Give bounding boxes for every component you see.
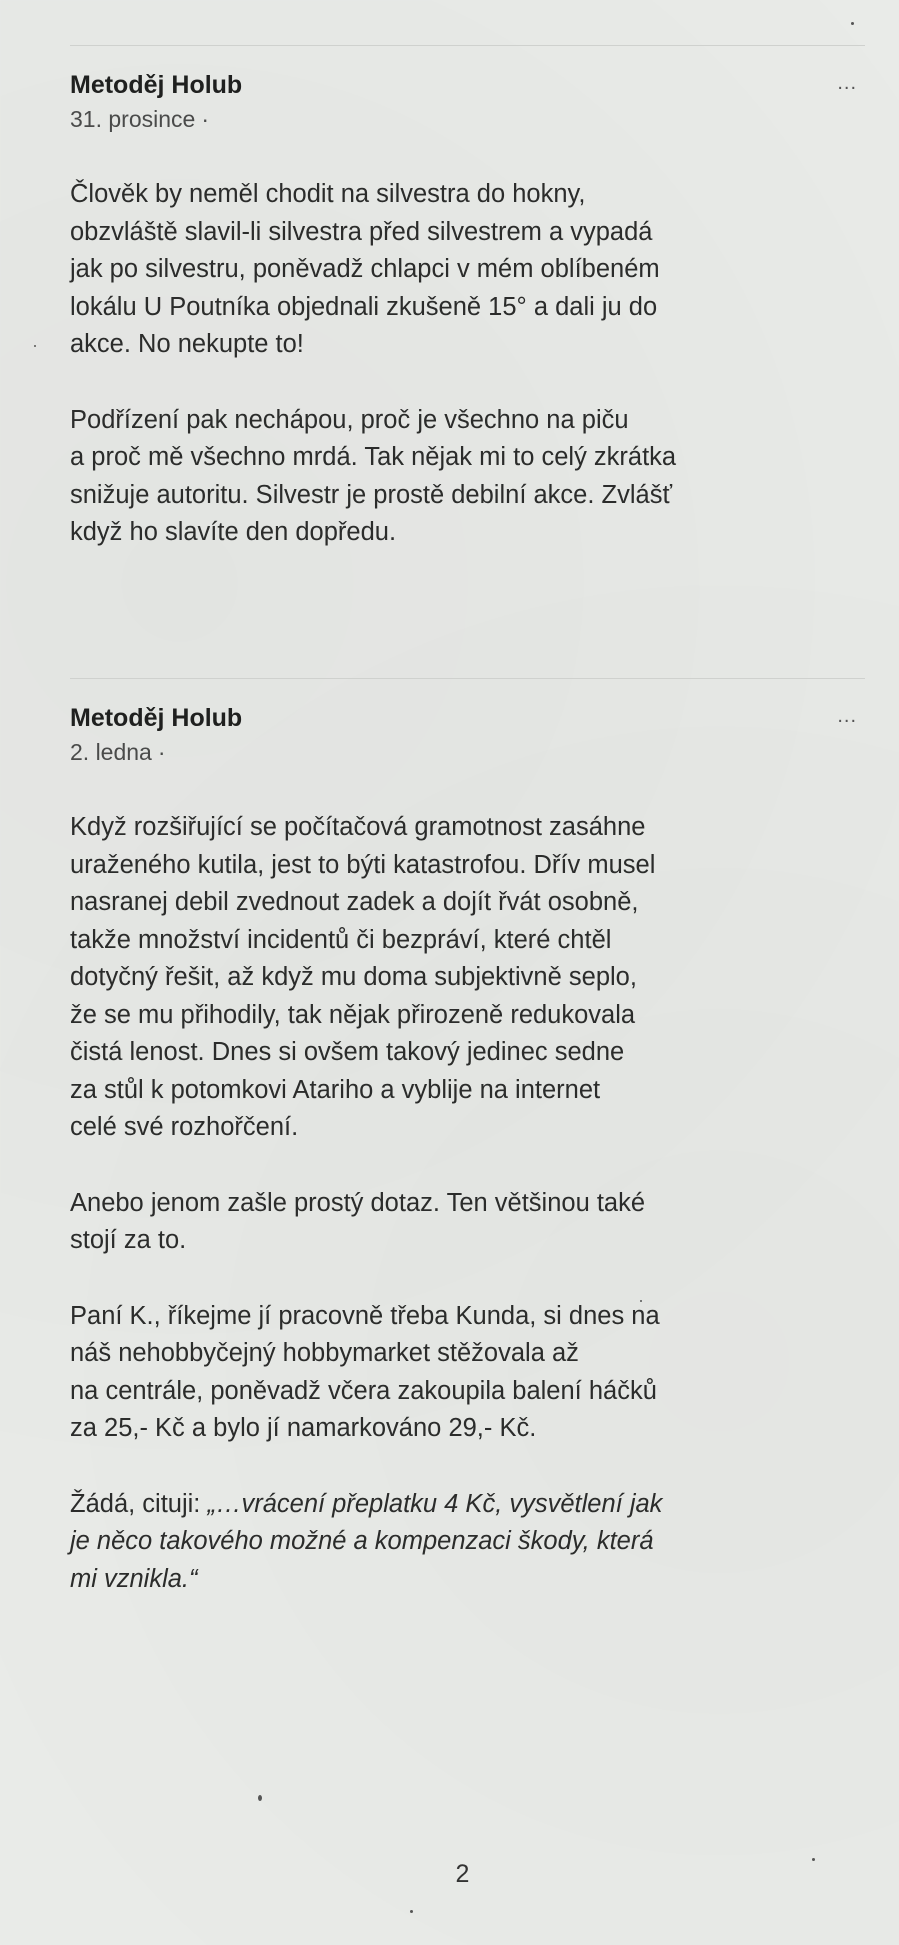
author-name[interactable]: Metoděj Holub bbox=[70, 704, 243, 732]
post-body bbox=[70, 809, 865, 1598]
more-options-icon[interactable]: ... bbox=[837, 705, 857, 727]
date-separator: · bbox=[201, 106, 209, 132]
paper-speck bbox=[812, 1858, 815, 1861]
divider bbox=[70, 45, 865, 46]
quote-text: „…vrácení přeplatku 4 Kč, vysvětlení jak je něco takového možné a kompenzaci škody, která mi vznikla.“ bbox=[70, 1489, 663, 1593]
paper-speck bbox=[258, 1795, 262, 1801]
date-text: 31. prosince bbox=[70, 106, 196, 132]
post-header bbox=[70, 701, 865, 769]
paper-speck bbox=[851, 22, 854, 25]
post-header bbox=[70, 68, 865, 136]
quote-paragraph bbox=[70, 1486, 865, 1599]
post bbox=[70, 678, 865, 1636]
post bbox=[70, 45, 865, 590]
paragraph: Paní K., říkejme jí pracovně třeba Kunda, si dnes na náš nehobbyčejný hobbymarket stěžovala až na centrále, poněvadž včera zakoupila balení háčků za 25,- Kč a bylo jí namarkováno 29,- Kč. bbox=[70, 1301, 660, 1442]
post-date bbox=[70, 735, 865, 769]
paper-speck bbox=[410, 1910, 413, 1913]
paragraph: Když rozšiřující se počítačová gramotnost zasáhne uraženého kutila, jest to býti katastrofou. Dřív musel nasranej debil zvednout zadek a dojít řvát osobně, takže množství incidentů či bezpráví, které chtěl dotyčný řešit, až když mu doma subjektivně seplo, že se mu přihodily, tak nějak přirozeně redukovala čistá lenost. Dnes si ovšem takový jedinec sedne za stůl k potomkovi Atariho a vyblije na internet celé své rozhořčení. bbox=[70, 813, 656, 1141]
paragraph: Člověk by neměl chodit na silvestra do hokny, obzvláště slavil-li silvestra před silvestrem a vypadá jak po silvestru, poněvadž chlapci v mém oblíbeném lokálu U Poutníka objednali zkušeně 15° a dali ju do akce. No nekupte to! bbox=[70, 180, 660, 358]
paper-speck bbox=[640, 1300, 642, 1302]
paragraph: Podřízení pak nechápou, proč je všechno na piču a proč mě všechno mrdá. Tak nějak mi to celý zkrátka snižuje autoritu. Silvestr je prostě debilní akce. Zvlášť když ho slavíte den dopředu. bbox=[70, 405, 677, 546]
date-text: 2. ledna bbox=[70, 739, 152, 765]
paper-speck bbox=[34, 345, 36, 347]
author-name[interactable]: Metoděj Holub bbox=[70, 71, 243, 99]
more-options-icon[interactable]: ... bbox=[837, 72, 857, 94]
paragraph: Anebo jenom zašle prostý dotaz. Ten většinou také stojí za to. bbox=[70, 1188, 646, 1254]
post-date bbox=[70, 102, 865, 136]
page-number: 2 bbox=[455, 1860, 470, 1888]
quote-lead: Žádá, cituji: bbox=[70, 1489, 208, 1518]
date-separator: · bbox=[157, 739, 166, 765]
divider bbox=[70, 678, 865, 679]
post-body bbox=[70, 176, 865, 552]
